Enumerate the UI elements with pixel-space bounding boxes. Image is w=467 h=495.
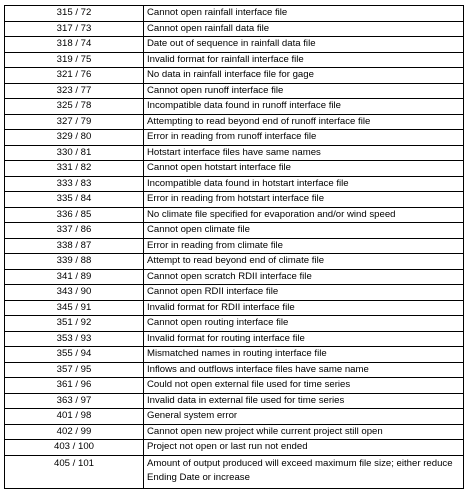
- table-row: [5, 455, 464, 488]
- table-row: [5, 378, 464, 394]
- error-code: 343 / 90: [5, 285, 144, 301]
- table-row: [5, 254, 464, 270]
- error-message: Could not open external file used for time series: [144, 378, 464, 394]
- error-code: 319 / 75: [5, 52, 144, 68]
- table-row: [5, 176, 464, 192]
- table-row: [5, 300, 464, 316]
- error-code-table-body: [5, 6, 464, 489]
- error-code: 315 / 72: [5, 6, 144, 22]
- error-code: 403 / 100: [5, 440, 144, 456]
- table-row: [5, 207, 464, 223]
- table-row: [5, 99, 464, 115]
- table-row: [5, 347, 464, 363]
- table-row: [5, 223, 464, 239]
- error-message: Incompatible data found in hotstart interface file: [144, 176, 464, 192]
- error-message: Hotstart interface files have same names: [144, 145, 464, 161]
- error-code: 401 / 98: [5, 409, 144, 425]
- error-code: 351 / 92: [5, 316, 144, 332]
- error-code: 357 / 95: [5, 362, 144, 378]
- error-message: Incompatible data found in runoff interface file: [144, 99, 464, 115]
- error-message: Attempting to read beyond end of runoff interface file: [144, 114, 464, 130]
- error-message: Cannot open RDII interface file: [144, 285, 464, 301]
- error-code: 330 / 81: [5, 145, 144, 161]
- error-message: No climate file specified for evaporation and/or wind speed: [144, 207, 464, 223]
- error-message: Cannot open hotstart interface file: [144, 161, 464, 177]
- error-code: 318 / 74: [5, 37, 144, 53]
- table-row: [5, 21, 464, 37]
- error-code: 317 / 73: [5, 21, 144, 37]
- table-row: [5, 316, 464, 332]
- error-message: Inflows and outflows interface files have same name: [144, 362, 464, 378]
- error-code: 345 / 91: [5, 300, 144, 316]
- error-code: 335 / 84: [5, 192, 144, 208]
- error-code: 327 / 79: [5, 114, 144, 130]
- table-row: [5, 130, 464, 146]
- error-code: 323 / 77: [5, 83, 144, 99]
- table-row: [5, 393, 464, 409]
- table-row: [5, 238, 464, 254]
- error-code: 361 / 96: [5, 378, 144, 394]
- table-row: [5, 6, 464, 22]
- table-row: [5, 440, 464, 456]
- table-row: [5, 331, 464, 347]
- error-message: Error in reading from runoff interface file: [144, 130, 464, 146]
- error-code: 331 / 82: [5, 161, 144, 177]
- table-row: [5, 114, 464, 130]
- error-message: Amount of output produced will exceed maximum file size; either reduce Ending Date or increase: [144, 455, 464, 488]
- error-code: 363 / 97: [5, 393, 144, 409]
- table-row: [5, 52, 464, 68]
- error-message: Error in reading from hotstart interface file: [144, 192, 464, 208]
- error-message: Invalid data in external file used for time series: [144, 393, 464, 409]
- table-row: [5, 424, 464, 440]
- error-message: Error in reading from climate file: [144, 238, 464, 254]
- error-code: 325 / 78: [5, 99, 144, 115]
- error-message: Project not open or last run not ended: [144, 440, 464, 456]
- error-message: Invalid format for RDII interface file: [144, 300, 464, 316]
- error-code: 353 / 93: [5, 331, 144, 347]
- error-message: Cannot open routing interface file: [144, 316, 464, 332]
- error-code: 321 / 76: [5, 68, 144, 84]
- error-code: 405 / 101: [5, 455, 144, 488]
- error-message: Cannot open climate file: [144, 223, 464, 239]
- table-row: [5, 362, 464, 378]
- error-message: General system error: [144, 409, 464, 425]
- table-row: [5, 285, 464, 301]
- table-row: [5, 192, 464, 208]
- table-row: [5, 145, 464, 161]
- error-code-table-container: [4, 5, 464, 490]
- error-message: No data in rainfall interface file for gage: [144, 68, 464, 84]
- error-code: 355 / 94: [5, 347, 144, 363]
- error-code: 402 / 99: [5, 424, 144, 440]
- error-code: 329 / 80: [5, 130, 144, 146]
- error-code: 337 / 86: [5, 223, 144, 239]
- error-code: 336 / 85: [5, 207, 144, 223]
- error-message: Attempt to read beyond end of climate file: [144, 254, 464, 270]
- error-code: 333 / 83: [5, 176, 144, 192]
- error-message: Cannot open new project while current project still open: [144, 424, 464, 440]
- error-message: Invalid format for rainfall interface file: [144, 52, 464, 68]
- table-row: [5, 37, 464, 53]
- error-code-table: [4, 5, 464, 489]
- error-message: Cannot open rainfall interface file: [144, 6, 464, 22]
- error-code: 338 / 87: [5, 238, 144, 254]
- table-row: [5, 269, 464, 285]
- table-row: [5, 161, 464, 177]
- table-row: [5, 68, 464, 84]
- error-message: Cannot open rainfall data file: [144, 21, 464, 37]
- error-code: 341 / 89: [5, 269, 144, 285]
- error-message: Mismatched names in routing interface file: [144, 347, 464, 363]
- table-row: [5, 83, 464, 99]
- error-code: 339 / 88: [5, 254, 144, 270]
- error-message: Invalid format for routing interface file: [144, 331, 464, 347]
- error-message: Cannot open runoff interface file: [144, 83, 464, 99]
- error-message: Cannot open scratch RDII interface file: [144, 269, 464, 285]
- table-row: [5, 409, 464, 425]
- error-message: Date out of sequence in rainfall data file: [144, 37, 464, 53]
